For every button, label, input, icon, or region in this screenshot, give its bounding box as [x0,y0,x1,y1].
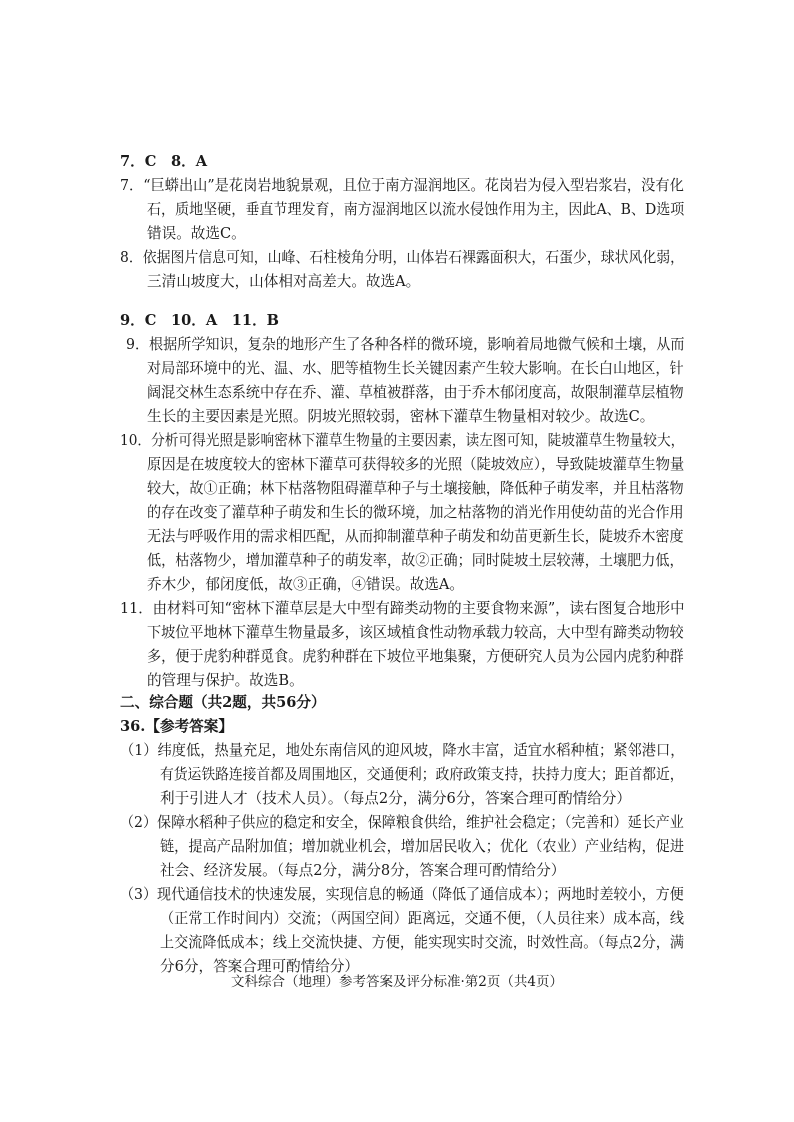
q11-explanation-line: 下坡位平地林下灌草生物量最多，该区域植食性动物承载力较高，大中型有蹄类动物较 [147,624,684,641]
q36-heading: 36.【参考答案】 [120,718,233,735]
q7-explanation-line: 石，质地坚硬，垂直节理发育，南方湿润地区以流水侵蚀作用为主，因此A、B、D选项 [147,201,685,218]
q11-explanation-line: 多，便于虎豹种群觅食。虎豹种群在下坡位平地集聚，方便研究人员为公园内虎豹种群 [147,648,684,665]
q36-part2-line: 社会、经济发展。（每点2分，满分8分，答案合理可酌情给分） [160,862,566,879]
q9-explanation-line: 9．根据所学知识，复杂的地形产生了各种各样的微环境，影响着局地微气候和土壤，从而 [126,336,685,353]
q36-part2-line: 链，提高产品附加值；增加就业机会，增加居民收入；优化（农业）产业结构，促进 [160,838,685,855]
q10-explanation-line: 低，枯落物少，增加灌草种子的萌发率，故②正确；同时陡坡土层较薄，土壤肥力低， [147,552,684,569]
q36-part3-line: （正常工作时间内）交流；（两国空间）距离远，交通不便，（人员往来）成本高，线 [160,910,684,927]
q36-part1-line: （1）纬度低，热量充足，地处东南信风的迎风坡，降水丰富，适宜水稻种植；紧邻港口， [120,742,685,759]
q10-explanation-line: 的存在改变了灌草种子萌发和生长的微环境，加之枯落物的消光作用使幼苗的光合作用 [147,504,684,521]
q36-part3-line: 上交流降低成本；线上交流快捷、方便，能实现实时交流，时效性高。（每点2分，满 [160,934,684,951]
page-footer: 文科综合（地理）参考答案及评分标准·第2页（共4页） [231,974,563,990]
q36-part1-line: 有货运铁路连接首都及周围地区，交通便利；政府政策支持，扶持力度大；距首都近， [160,766,684,783]
q9-explanation-line: 阔混交林生态系统中存在乔、灌、草植被群落，由于乔木郁闭度高，故限制灌草层植物 [147,384,684,401]
q8-explanation-line: 8．依据图片信息可知，山峰、石柱棱角分明，山体岩石裸露面积大，石蛋少，球状风化弱， [120,249,685,266]
q8-explanation-line: 三清山坡度大，山体相对高差大。故选A。 [147,273,421,290]
q36-part2-line: （2）保障水稻种子供应的稳定和安全，保障粮食供给，维护社会稳定；（完善和）延长产业 [120,814,684,831]
q7-explanation-line: 错误。故选C。 [147,225,246,242]
q10-explanation-line: 无法与呼吸作用的需求相匹配，从而抑制灌草种子萌发和幼苗更新生长，陡坡乔木密度 [147,528,684,545]
q36-part3-line: 分6分，答案合理可酌情给分） [160,958,360,975]
q10-explanation-line: 较大，故①正确；林下枯落物阻碍灌草种子与土壤接触，降低种子萌发率，并且枯落物 [147,480,684,497]
q36-part1-line: 利于引进人才（技术人员）。（每点2分，满分6分，答案合理可酌情给分） [160,790,631,807]
q10-explanation-line: 乔木少，郁闭度低，故③正确，④错误。故选A。 [147,576,465,593]
q10-explanation-line: 10．分析可得光照是影响密林下灌草生物量的主要因素，读左图可知，陡坡灌草生物量较大， [120,432,685,449]
q10-explanation-line: 原因是在坡度较大的密林下灌草可获得较多的光照（陡坡效应），导致陡坡灌草生物量 [147,456,685,473]
q9-explanation-line: 对局部环境中的光、温、水、肥等植物生长关键因素产生较大影响。在长白山地区，针 [147,360,684,377]
q11-explanation-line: 11．由材料可知“密林下灌草层是大中型有蹄类动物的主要食物来源”，读右图复合地形中 [120,600,685,617]
section-heading: 二、综合题（共2题，共56分） [120,694,326,711]
q36-part3-line: （3）现代通信技术的快速发展，实现信息的畅通（降低了通信成本）；两地时差较小，方便 [120,886,684,903]
answers-7-8-heading: 7．C 8．A [120,153,208,170]
q9-explanation-line: 生长的主要因素是光照。阴坡光照较弱，密林下灌草生物量相对较少。故选C。 [147,408,655,425]
q11-explanation-line: 的管理与保护。故选B。 [147,672,304,689]
q7-explanation-line: 7．“巨蟒出山”是花岗岩地貌景观，且位于南方湿润地区。花岗岩为侵入型岩浆岩，没有化 [120,177,684,194]
answers-9-11-heading: 9．C 10．A 11．B [120,312,280,329]
